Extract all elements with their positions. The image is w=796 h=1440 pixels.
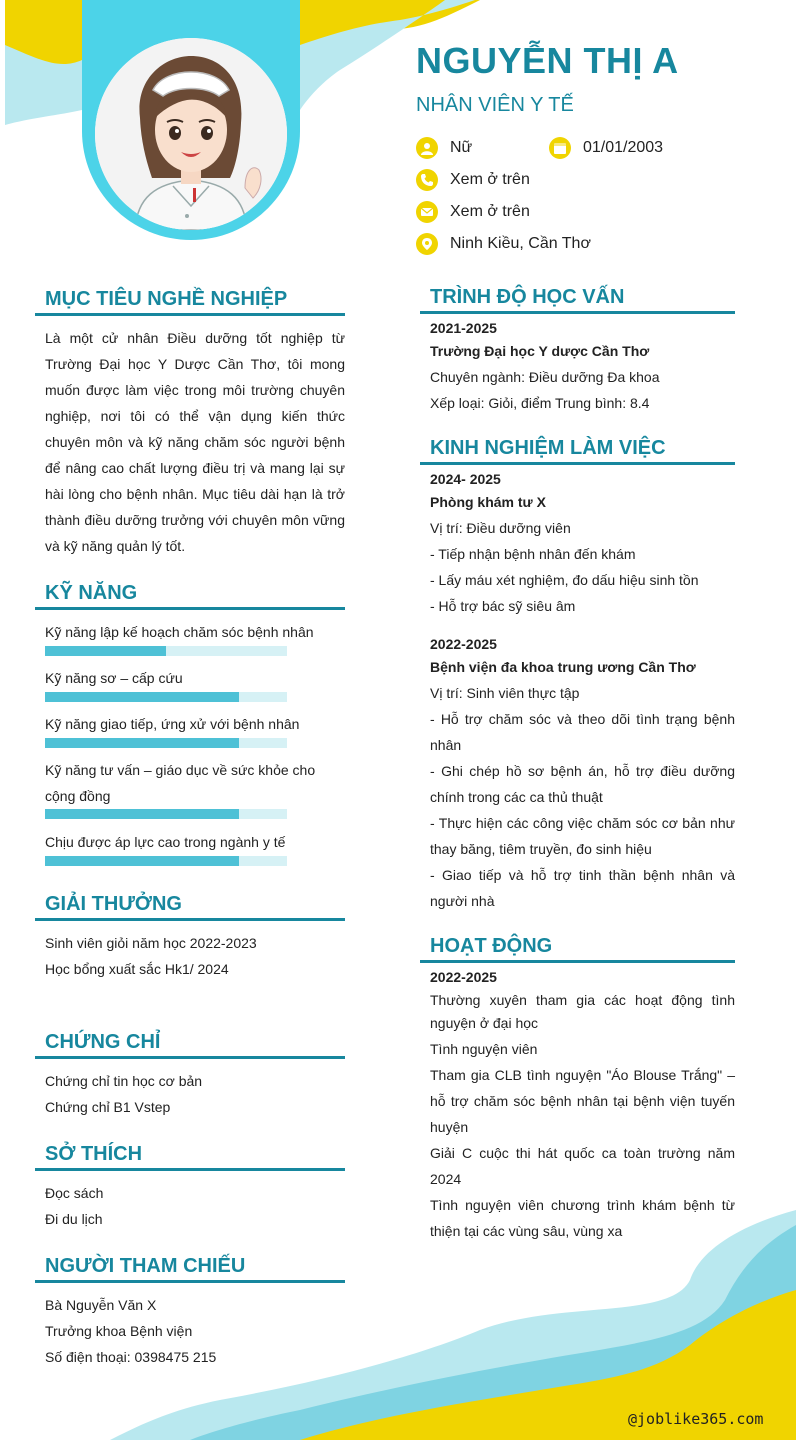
job-line: - Hỗ trợ bác sỹ siêu âm (430, 598, 576, 614)
references-title: NGƯỜI THAM CHIẾU (35, 1255, 345, 1283)
calendar-icon (549, 137, 571, 159)
avatar (95, 38, 287, 230)
nurse-illustration (95, 38, 287, 230)
job-period: 2022-2025 (430, 636, 497, 652)
skills-title: KỸ NĂNG (35, 582, 345, 610)
award-item: Học bổng xuất sắc Hk1/ 2024 (45, 961, 229, 977)
phone-icon (416, 169, 438, 191)
job-line: - Tiếp nhận bệnh nhân đến khám (430, 546, 636, 562)
phone-row (416, 169, 530, 191)
reference-item: Bà Nguyễn Văn X (45, 1297, 157, 1313)
candidate-name: NGUYỄN THỊ A (416, 40, 679, 81)
address-value: Ninh Kiều, Cần Thơ (450, 235, 591, 252)
activities-intro: Thường xuyên tham gia các hoạt động tình nguyện ở đại học (430, 992, 735, 1031)
activity-item: Tình nguyện viên chương trình khám bệnh từ thiện tại các vùng sâu, vùng xa (430, 1197, 735, 1239)
skill-label: Kỹ năng tư vấn – giáo dục về sức khỏe cho cộng đồng (45, 762, 316, 804)
address-row (416, 233, 591, 255)
education-title: TRÌNH ĐỘ HỌC VẤN (420, 286, 735, 314)
job-line: Vị trí: Điều dưỡng viên (430, 520, 571, 536)
user-icon (416, 137, 438, 159)
skill-label: Kỹ năng sơ – cấp cứu (45, 670, 183, 686)
job-line: - Lấy máu xét nghiệm, đo dấu hiệu sinh tồn (430, 572, 699, 588)
job-line: - Giao tiếp và hỗ trợ tinh thần bệnh nhân và người nhà (430, 867, 735, 909)
awards-title: GIẢI THƯỞNG (35, 893, 345, 921)
certificate-item: Chứng chỉ B1 Vstep (45, 1099, 171, 1115)
award-item: Sinh viên giỏi năm học 2022-2023 (45, 935, 257, 951)
certificate-item: Chứng chỉ tin học cơ bản (45, 1073, 203, 1089)
skill-level-bar (45, 856, 287, 866)
reference-item: Trưởng khoa Bệnh viện (45, 1323, 193, 1339)
education-major: Chuyên ngành: Điều dưỡng Đa khoa (430, 369, 660, 385)
job-title: NHÂN VIÊN Y TẾ (416, 94, 574, 116)
email-row (416, 201, 530, 223)
job-line: Vị trí: Sinh viên thực tập (430, 685, 580, 701)
birthday-row (549, 137, 663, 159)
objective-title: MỤC TIÊU NGHỀ NGHIỆP (35, 288, 345, 316)
activity-item: Giải C cuộc thi hát quốc ca toàn trường năm 2024 (430, 1145, 735, 1187)
hobby-item: Đọc sách (45, 1185, 104, 1201)
objective-text: Là một cử nhân Điều dưỡng tốt nghiệp từ Trường Đại học Y Dược Cần Thơ, tôi mong muốn được làm việc trong môi trường chuyên nghiệp, nơi tôi có thể vận dụng kiến thức chuyên môn và kỹ năng chăm sóc người bệnh để nâng cao chất lượng điều trị và mang lại sự hài lòng cho bệnh nhân. Mục tiêu dài hạn là trở thành điều dưỡng trưởng với chuyên môn vững và kỹ năng quản lý tốt. (45, 330, 345, 554)
skill-level-bar (45, 646, 287, 656)
gender-row (416, 137, 472, 159)
location-icon (416, 233, 438, 255)
activity-item: Tham gia CLB tình nguyện "Áo Blouse Trắng" – hỗ trợ chăm sóc bệnh nhân tại bệnh viện tuyến huyện (430, 1067, 735, 1135)
activities-title: HOẠT ĐỘNG (420, 935, 735, 963)
education-school: Trường Đại học Y dược Cần Thơ (430, 343, 650, 359)
email-value: Xem ở trên (450, 203, 530, 220)
skill-label: Kỹ năng giao tiếp, ứng xử với bệnh nhân (45, 716, 300, 732)
skill-level-bar (45, 692, 287, 702)
job-company: Phòng khám tư X (430, 494, 546, 510)
job-company: Bệnh viện đa khoa trung ương Cần Thơ (430, 659, 696, 675)
avatar-card (82, 0, 300, 240)
certificates-title: CHỨNG CHỈ (35, 1031, 345, 1059)
skill-level-fill (45, 646, 166, 656)
skill-level-fill (45, 856, 239, 866)
skill-level-fill (45, 738, 239, 748)
reference-item: Số điện thoại: 0398475 215 (45, 1349, 217, 1365)
skill-label: Kỹ năng lập kế hoạch chăm sóc bệnh nhân (45, 624, 314, 640)
job-period: 2024- 2025 (430, 471, 501, 487)
hobby-item: Đi du lịch (45, 1211, 103, 1227)
mail-icon (416, 201, 438, 223)
footer-watermark: @joblike365.com (628, 1410, 764, 1428)
skill-level-bar (45, 809, 287, 819)
experience-title: KINH NGHIỆM LÀM VIỆC (420, 437, 735, 465)
activity-item: Tình nguyện viên (430, 1041, 538, 1057)
skill-label: Chịu được áp lực cao trong ngành y tế (45, 834, 286, 850)
skill-level-fill (45, 692, 239, 702)
job-line: - Ghi chép hồ sơ bệnh án, hỗ trợ điều dưỡng chính trong các ca thủ thuật (430, 763, 735, 805)
education-period: 2021-2025 (430, 320, 497, 336)
phone-value: Xem ở trên (450, 171, 530, 188)
job-line: - Thực hiện các công việc chăm sóc cơ bản như thay băng, tiêm truyền, đo sinh hiệu (430, 815, 735, 857)
activities-period: 2022-2025 (430, 969, 497, 985)
skill-level-bar (45, 738, 287, 748)
gender-value: Nữ (450, 139, 473, 156)
hobbies-title: SỞ THÍCH (35, 1143, 345, 1171)
job-line: - Hỗ trợ chăm sóc và theo dõi tình trạng bệnh nhân (430, 711, 735, 753)
birthday-value: 01/01/2003 (583, 139, 664, 156)
skill-level-fill (45, 809, 239, 819)
education-grade: Xếp loại: Giỏi, điểm Trung bình: 8.4 (430, 395, 650, 411)
